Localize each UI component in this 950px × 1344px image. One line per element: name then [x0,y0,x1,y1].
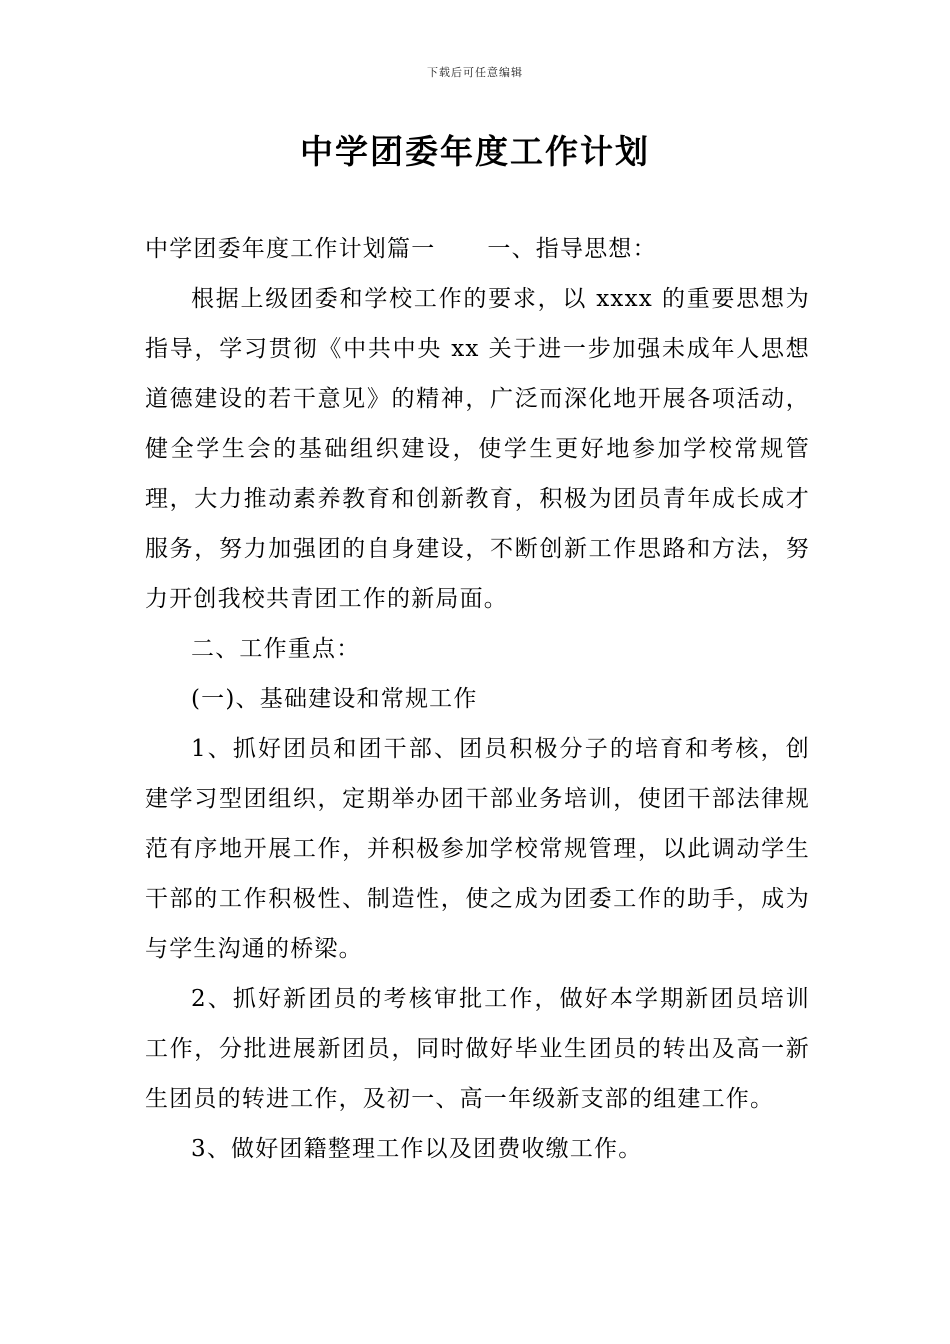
section-heading-guiding-thought: 一、指导思想： [487,236,657,262]
section-heading-key-work: 二、工作重点： [191,636,361,662]
header-note: 下载后可任意编辑 [427,66,523,79]
document-body [145,224,810,1174]
document-title: 中学团委年度工作计划 [300,132,650,171]
list-item-3: 3、做好团籍整理工作以及团费收缴工作。 [191,1136,643,1162]
paragraph-guiding-thought: 根据上级团委和学校工作的要求，以 xxxx 的重要思想为指导，学习贯彻《中共中央 xx 关于进一步加强未成年人思想道德建设的若干意见》的精神，广泛而深化地开展各项活动，健全学生会的基础组织建设，使学生更好地参加学校常规管理，大力推动素养教育和创新教育，积极为团员青年成长成才服务，努力加强团的自身建设，不断创新工作思路和方法，努力开创我校共青团工作的新局面。 [145,286,810,612]
intro-line [145,224,810,274]
subsection-heading-basic-construction: (一)、基础建设和常规工作 [191,686,478,712]
list-item-1: 1、抓好团员和团干部、团员积极分子的培育和考核，创建学习型团组织，定期举办团干部业务培训，使团干部法律规范有序地开展工作，并积极参加学校常规管理，以此调动学生干部的工作积极性、制造性，使之成为团委工作的助手，成为与学生沟通的桥梁。 [145,736,810,962]
list-item-2: 2、抓好新团员的考核审批工作，做好本学期新团员培训工作，分批进展新团员，同时做好毕业生团员的转出及高一新生团员的转进工作，及初一、高一年级新支部的组建工作。 [145,986,810,1112]
intro-heading: 中学团委年度工作计划篇一 [145,236,436,262]
